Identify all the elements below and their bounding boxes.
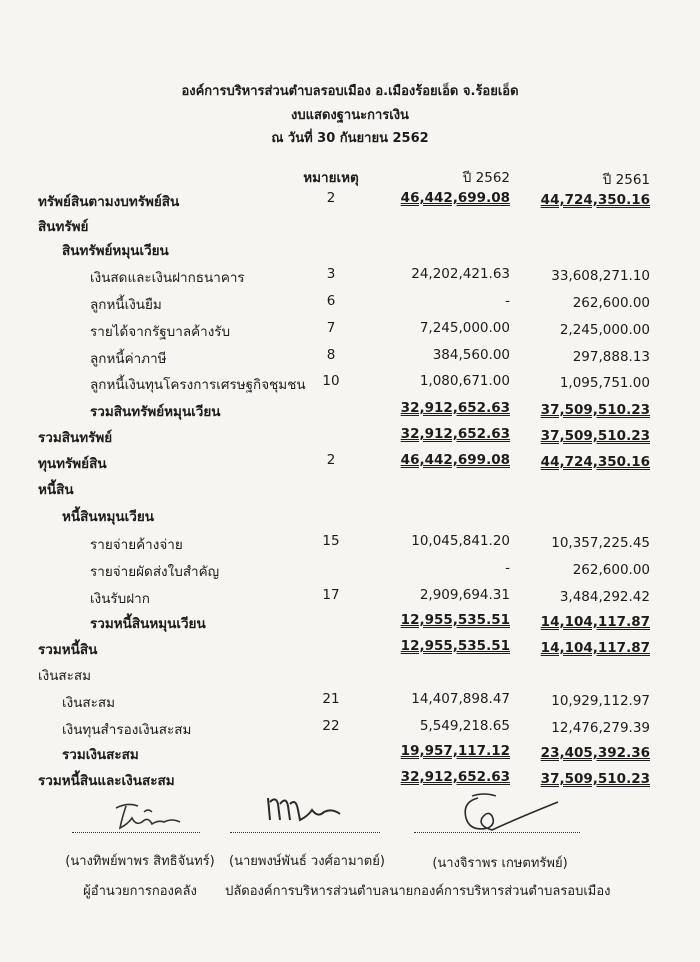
row-label: เงินสดและเงินฝากธนาคาร xyxy=(90,270,245,286)
row-label: หนี้สินหมุนเวียน xyxy=(62,509,154,525)
row-label: รวมเงินสะสม xyxy=(62,747,139,763)
row-label: เงินสะสม xyxy=(38,668,92,684)
row-value-2562: 12,955,535.51 xyxy=(400,638,510,654)
row-value-2561: 33,608,271.10 xyxy=(551,268,650,284)
column-year-2562-header: ปี 2562 xyxy=(462,170,510,186)
row-value-2561: 262,600.00 xyxy=(572,295,650,311)
row-label: เงินทุนสำรองเงินสะสม xyxy=(62,722,192,738)
table-row xyxy=(0,293,700,313)
row-value-2562: 32,912,652.63 xyxy=(400,426,510,442)
row-label: รายได้จากรัฐบาลค้างรับ xyxy=(90,324,231,340)
table-row xyxy=(0,426,700,446)
row-note: 7 xyxy=(326,320,336,336)
table-row xyxy=(0,266,700,286)
table-row xyxy=(0,400,700,420)
row-label: หนี้สิน xyxy=(38,482,74,498)
row-label: ทุนทรัพย์สิน xyxy=(38,456,107,472)
row-note: 3 xyxy=(326,266,336,282)
row-value-2561: 3,484,292.42 xyxy=(559,589,650,605)
row-note: 22 xyxy=(322,718,340,734)
row-note: 2 xyxy=(326,452,336,468)
row-value-2561: 44,724,350.16 xyxy=(540,454,650,470)
signature-3-image xyxy=(448,788,568,838)
table-row xyxy=(0,612,700,632)
signature-line xyxy=(414,832,580,833)
row-value-2561: 37,509,510.23 xyxy=(540,428,650,444)
row-note: 15 xyxy=(322,533,340,549)
row-value-2562: 384,560.00 xyxy=(432,347,510,363)
row-value-2562: 19,957,117.12 xyxy=(400,743,510,759)
row-value-2562: - xyxy=(505,293,510,309)
row-label: รวมสินทรัพย์ xyxy=(38,430,113,446)
organization-name: องค์การบริหารส่วนตำบลรอบเมือง อ.เมืองร้อยเอ็ด จ.ร้อยเอ็ด xyxy=(181,84,519,99)
row-label: รายจ่ายผัดส่งใบสำคัญ xyxy=(90,564,220,580)
row-value-2561: 1,095,751.00 xyxy=(559,375,650,391)
row-label: รายจ่ายค้างจ่าย xyxy=(90,537,183,553)
table-row xyxy=(0,215,700,235)
table-row xyxy=(0,190,700,210)
signature-1-image xyxy=(108,798,188,834)
signature-line xyxy=(72,832,200,833)
table-row xyxy=(0,452,700,472)
row-value-2561: 262,600.00 xyxy=(572,562,650,578)
signatory-2-name: (นายพงษ์พันธ์ วงศ์อามาตย์) xyxy=(229,854,385,869)
row-note: 6 xyxy=(326,293,336,309)
signatory-2-title: ปลัดองค์การบริหารส่วนตำบล xyxy=(225,884,389,899)
row-value-2562: 46,442,699.08 xyxy=(400,452,510,468)
row-label: ลูกหนี้เงินทุนโครงการเศรษฐกิจชุมชน xyxy=(90,377,306,393)
table-row xyxy=(0,320,700,340)
row-label: รวมสินทรัพย์หมุนเวียน xyxy=(90,404,221,420)
column-year-2561-header: ปี 2561 xyxy=(602,172,650,188)
row-value-2562: 2,909,694.31 xyxy=(419,587,510,603)
table-row xyxy=(0,638,700,658)
signature-line xyxy=(230,832,380,833)
row-label: สินทรัพย์หมุนเวียน xyxy=(62,243,169,259)
row-label: รวมหนี้สิน xyxy=(38,642,98,658)
row-note: 8 xyxy=(326,347,336,363)
row-note: 2 xyxy=(326,190,336,206)
row-value-2562: 24,202,421.63 xyxy=(411,266,510,282)
row-label: รวมหนี้สินหมุนเวียน xyxy=(90,616,206,632)
row-value-2561: 37,509,510.23 xyxy=(540,402,650,418)
table-row xyxy=(0,718,700,738)
row-value-2562: 5,549,218.65 xyxy=(419,718,510,734)
table-row xyxy=(0,560,700,580)
row-value-2561: 23,405,392.36 xyxy=(540,745,650,761)
row-value-2561: 14,104,117.87 xyxy=(540,640,650,656)
table-row xyxy=(0,478,700,498)
row-label: เงินรับฝาก xyxy=(90,591,150,607)
signatory-1-name: (นางทิพย์พาพร สิทธิจันทร์) xyxy=(65,854,215,869)
row-value-2561: 44,724,350.16 xyxy=(540,192,650,208)
column-note-header: หมายเหตุ xyxy=(303,170,359,186)
table-row xyxy=(0,373,700,393)
row-value-2561: 12,476,279.39 xyxy=(551,720,650,736)
row-label: เงินสะสม xyxy=(62,695,116,711)
row-note: 17 xyxy=(322,587,340,603)
row-label: สินทรัพย์ xyxy=(38,219,89,235)
row-value-2562: 7,245,000.00 xyxy=(419,320,510,336)
row-value-2561: 2,245,000.00 xyxy=(559,322,650,338)
row-value-2561: 10,929,112.97 xyxy=(551,693,650,709)
statement-date: ณ วันที่ 30 กันยายน 2562 xyxy=(271,131,429,146)
row-value-2561: 297,888.13 xyxy=(572,349,650,365)
row-value-2561: 14,104,117.87 xyxy=(540,614,650,630)
row-label: รวมหนี้สินและเงินสะสม xyxy=(38,773,175,789)
table-row xyxy=(0,533,700,553)
row-note: 21 xyxy=(322,691,340,707)
row-value-2562: 32,912,652.63 xyxy=(400,400,510,416)
table-row xyxy=(0,347,700,367)
table-row xyxy=(0,691,700,711)
row-note: 10 xyxy=(322,373,340,389)
table-row xyxy=(0,664,700,684)
row-value-2562: - xyxy=(505,560,510,576)
row-value-2562: 10,045,841.20 xyxy=(411,533,510,549)
row-value-2561: 37,509,510.23 xyxy=(540,771,650,787)
signatory-1-title: ผู้อำนวยการกองคลัง xyxy=(83,884,197,899)
row-value-2562: 14,407,898.47 xyxy=(411,691,510,707)
row-value-2561: 10,357,225.45 xyxy=(551,535,650,551)
row-label: ลูกหนี้ค่าภาษี xyxy=(90,351,167,367)
signatory-3-name: (นางจิราพร เกษตทรัพย์) xyxy=(432,856,568,871)
signatory-3-title: นายกองค์การบริหารส่วนตำบลรอบเมือง xyxy=(389,884,611,899)
table-row xyxy=(0,743,700,763)
table-row xyxy=(0,505,700,525)
table-row xyxy=(0,587,700,607)
row-value-2562: 46,442,699.08 xyxy=(400,190,510,206)
table-row xyxy=(0,239,700,259)
row-label: ลูกหนี้เงินยืม xyxy=(90,297,162,313)
signature-2-image xyxy=(262,790,344,834)
row-label: ทรัพย์สินตามงบทรัพย์สิน xyxy=(38,194,180,210)
row-value-2562: 32,912,652.63 xyxy=(400,769,510,785)
table-row xyxy=(0,769,700,789)
row-value-2562: 12,955,535.51 xyxy=(400,612,510,628)
statement-title: งบแสดงฐานะการเงิน xyxy=(291,108,409,123)
row-value-2562: 1,080,671.00 xyxy=(419,373,510,389)
